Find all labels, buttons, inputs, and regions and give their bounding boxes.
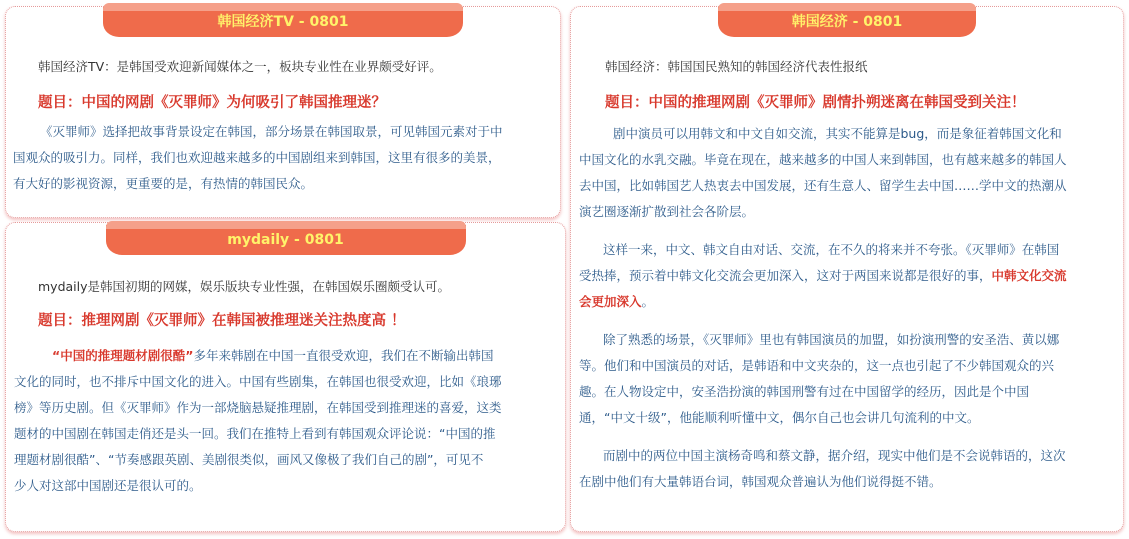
body-line: 国观众的吸引力。同样，我们也欢迎越来越多的中国剧组来到韩国，这里有很多的美景， (13, 150, 501, 165)
article-title: 题目：推理网剧《灭罪师》在韩国被推理迷关注热度高 ！ (38, 313, 406, 329)
body-line: 这样一来，中文、韩文自由对话、交流，在不久的将来并不夸张。《灭罪师》在韩国 (603, 242, 1060, 257)
highlight-text: 会更加深入 (579, 294, 642, 309)
outlet-intro: 韩国经济：韩国国民熟知的韩国经济代表性报纸 (605, 59, 868, 74)
body-line: 剧中演员可以用韩文和中文自如交流，其实不能算是bug，而是象征着韩国文化和 (613, 126, 1062, 141)
body-line: 榜》等历史剧。但《灭罪师》作为一部烧脑悬疑推理剧，在韩国受到推理迷的喜爱，这类 (14, 400, 502, 415)
body-line: 理题材剧很酷”、“节奏感跟英剧、美剧很类似，画风又像极了我们自己的剧”，可见不 (14, 452, 484, 467)
body-line: 中国文化的水乳交融。毕竟在现在，越来越多的中国人来到韩国，也有越来越多的韩国人 (579, 152, 1067, 167)
body-line: 而剧中的两位中国主演杨奇鸣和蔡文静，据介绍，现实中他们是不会说韩语的，这次 (603, 448, 1066, 463)
body-line: 演艺圈逐渐扩散到社会各阶层。 (579, 204, 755, 219)
body-line: 趣。在人物设定中，安圣浩扮演的韩国刑警有过在中国留学的经历，因此是个中国 (579, 384, 1030, 399)
body-line: 等。他们和中国演员的对话，是韩语和中文夹杂的，这一点也引起了不少韩国观众的兴 (579, 358, 1055, 373)
card-mydaily (5, 222, 566, 532)
body-line: 除了熟悉的场景，《灭罪师》里也有韩国演员的加盟，如扮演刑警的安圣浩、黄以娜 (603, 332, 1060, 347)
highlight-quote: “中国的推理题材剧很酷” (52, 348, 194, 363)
body-line: 少人对这部中国剧还是很认可的。 (14, 478, 202, 493)
card-tab-korea-economic-tv: 韩国经济TV - 0801 (103, 7, 463, 37)
body-line: 文化的同时，也不排斥中国文化的进入。中国有些剧集，在韩国也很受欢迎，比如《琅琊 (14, 374, 502, 389)
article-body (13, 119, 558, 197)
body-line: 通，“中文十级”，他能顺利听懂中文，偶尔自己也会讲几句流利的中文。 (579, 410, 980, 425)
body-text: 受热捧，预示着中韩文化交流会更加深入，这对于两国来说都是很好的事， (579, 268, 992, 283)
body-line (14, 343, 564, 369)
body-line (579, 263, 1124, 289)
article-title: 题目：中国的推理网剧《灭罪师》剧情扑朔迷离在韩国受到关注！ (605, 95, 1026, 111)
outlet-intro: mydaily是韩国初期的网媒，娱乐版块专业性强，在韩国娱乐圈颇受认可。 (38, 279, 451, 294)
body-line (579, 289, 1124, 315)
card-tab-mydaily: mydaily - 0801 (106, 225, 466, 255)
body-text: 。 (641, 294, 655, 309)
body-line: 在剧中他们有大量韩语台词，韩国观众普遍认为他们说得挺不错。 (579, 474, 942, 489)
article-body (579, 121, 1124, 495)
card-korea-economic (570, 6, 1124, 532)
card-tab-korea-economic: 韩国经济 - 0801 (718, 7, 976, 37)
highlight-text: 中韩文化交流 (991, 268, 1067, 283)
card-korea-economic-tv (5, 6, 561, 218)
body-text: 多年来韩剧在中国一直很受欢迎，我们在不断输出韩国 (193, 348, 494, 363)
body-line: 去中国，比如韩国艺人热衷去中国发展，还有生意人、留学生去中国……学中文的热潮从 (579, 178, 1067, 193)
body-line: 题材的中国剧在韩国走俏还是头一回。我们在推特上看到有韩国观众评论说：“中国的推 (14, 426, 496, 441)
article-body (14, 343, 564, 499)
body-line: 有大好的影视资源，更重要的是，有热情的韩国民众。 (13, 176, 314, 191)
article-title: 题目：中国的网剧《灭罪师》为何吸引了韩国推理迷？ (38, 95, 386, 111)
outlet-intro: 韩国经济TV：是韩国受欢迎新闻媒体之一，板块专业性在业界颇受好评。 (38, 59, 442, 74)
body-line: 《灭罪师》选择把故事背景设定在韩国，部分场景在韩国取景，可见韩国元素对于中 (40, 124, 503, 139)
